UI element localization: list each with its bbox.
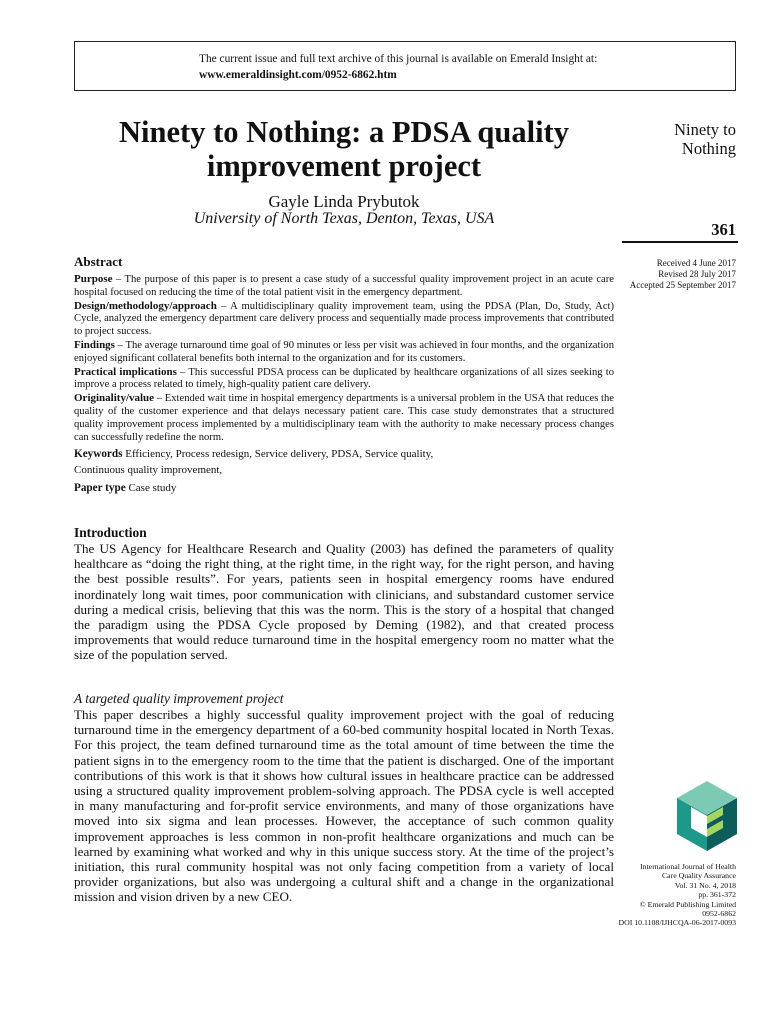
running-head: Ninety to Nothing bbox=[674, 120, 736, 158]
journal-doi[interactable]: DOI 10.1108/IJHCQA-06-2017-0093 bbox=[618, 918, 736, 928]
page-rule-divider bbox=[622, 241, 738, 243]
targeted-project-section bbox=[74, 690, 614, 905]
abstract-label: Design/methodology/approach bbox=[74, 299, 217, 312]
journal-name-cont: Care Quality Assurance bbox=[661, 871, 736, 881]
archive-notice-box bbox=[74, 41, 736, 91]
abstract-label: Practical implications bbox=[74, 365, 177, 378]
targeted-project-heading: A targeted quality improvement project bbox=[74, 691, 284, 706]
submission-dates bbox=[630, 258, 736, 291]
abstract-findings bbox=[74, 339, 614, 366]
keywords bbox=[74, 446, 614, 478]
abstract-label: Originality/value bbox=[74, 392, 155, 405]
introduction-heading: Introduction bbox=[74, 525, 147, 540]
journal-info bbox=[618, 862, 736, 928]
introduction-paragraph: The US Agency for Healthcare Research and Quality (2003) has defined the parameters of quality healthcare as “doing the right thing, at the right time, in the right way, for the right person, and having the best possible results”. For years, patients seen in hospital emergency rooms have endured inordinately long wait times, poor communication with clinicians, and substandard customer service during a medical crisis, believing that this was the norm. This is the story of a hospital that changed the paradigm using the PDSA Cycle proposed by Deming (1982), and that created process improvements that would reduce turnaround time in the hospital emergency room no matter what the size of the population served. bbox=[74, 541, 614, 663]
abstract-originality bbox=[74, 392, 614, 444]
page-number: 361 bbox=[711, 220, 736, 239]
abstract-text: – A multidisciplinary quality improvement team, using the PDSA (Plan, Do, Study, Act) Cycle, analyzed the emergency department care delivery process and sequentially made process improvements that contributed to project success. bbox=[74, 300, 614, 338]
journal-name: International Journal of Health bbox=[640, 862, 736, 871]
abstract-label: Purpose bbox=[74, 273, 113, 285]
abstract-purpose bbox=[74, 273, 614, 300]
abstract-text: – The purpose of this paper is to present a case study of a successful quality improvement project in an acute care hospital focused on reducing the time of the total patient visit in the emergency department. bbox=[74, 274, 614, 298]
journal-pages: pp. 361-372 bbox=[698, 890, 736, 900]
revised-date: Revised 28 July 2017 bbox=[658, 269, 736, 279]
journal-issn: 0952-6862 bbox=[702, 909, 736, 919]
paper-type bbox=[74, 480, 614, 496]
abstract-design bbox=[74, 300, 614, 339]
keywords-text: Efficiency, Process redesign, Service delivery, PDSA, Service quality, bbox=[122, 448, 434, 461]
paper-type-label: Paper type bbox=[74, 482, 126, 495]
targeted-project-paragraph: This paper describes a highly successful quality improvement project with the goal of reducing turnaround time in the emergency department of a 60-bed community hospital located in North Texas. For this project, the team defined turnaround time as the total amount of time between the time the patient signs in to the emergency room to the time that the patient is discharged. One of the important contributions of this work is that it shows how cultural issues in healthcare practice can be addressed using a structured quality improvement problem-solving approach. The PDSA cycle is well accepted in many manufacturing and for-profit service environments, and many of those organizations have moved into six sigma and lean processes. However, the acceptance of such common quality improvement approaches is less common in non-profit healthcare organizations and much can be learned by examining what worked and why in this unique success story. At the time of the project’s initiation, this rural community hospital was not only facing competition from a variety of local provider organizations, but also was undergoing a cultural shift and a change in the organizational mission and vision driven by a new CEO. bbox=[74, 707, 614, 905]
abstract-heading: Abstract bbox=[74, 254, 123, 269]
author-name: Gayle Linda Prybutok bbox=[268, 192, 420, 211]
paper-title: Ninety to Nothing: a PDSA quality improvement project bbox=[119, 115, 569, 183]
journal-volume: Vol. 31 No. 4, 2018 bbox=[674, 880, 736, 890]
received-date: Received 4 June 2017 bbox=[656, 258, 736, 268]
keywords-label: Keywords bbox=[74, 448, 123, 461]
abstract-label: Findings bbox=[74, 338, 115, 351]
author-affiliation: University of North Texas, Denton, Texas, USA bbox=[193, 210, 495, 227]
abstract-practical bbox=[74, 366, 614, 393]
keywords-text-continued: Continuous quality improvement, bbox=[74, 464, 223, 477]
introduction-section bbox=[74, 524, 614, 663]
abstract-section bbox=[74, 254, 614, 496]
emerald-publishing-logo-icon bbox=[677, 781, 737, 851]
abstract-text: – Extended wait time in hospital emergency departments is a universal problem in the USA that reduces the quality of the customer experience and that delays necessary patient care. This case study demonstrates that a structured quality improvement process implemented by a multidisciplinary team with the authority to make necessary process changes can successfully redefine the norm. bbox=[74, 393, 614, 443]
abstract-text: – This successful PDSA process can be duplicated by healthcare organizations of all sizes seeking to improve a process related to timely, high-quality patient care delivery. bbox=[74, 366, 615, 391]
journal-copyright: © Emerald Publishing Limited bbox=[639, 899, 736, 909]
accepted-date: Accepted 25 September 2017 bbox=[629, 280, 736, 290]
archive-notice-text: The current issue and full text archive of this journal is available on Emerald Insight at: bbox=[199, 53, 598, 65]
paper-type-text: Case study bbox=[125, 482, 177, 495]
archive-url-link[interactable]: www.emeraldinsight.com/0952-6862.htm bbox=[199, 69, 397, 81]
abstract-text: – The average turnaround time goal of 90 minutes or less per visit was achieved in four months, and the organization enjoyed significant collateral benefits both internal to the organization and for its customers. bbox=[74, 339, 614, 364]
